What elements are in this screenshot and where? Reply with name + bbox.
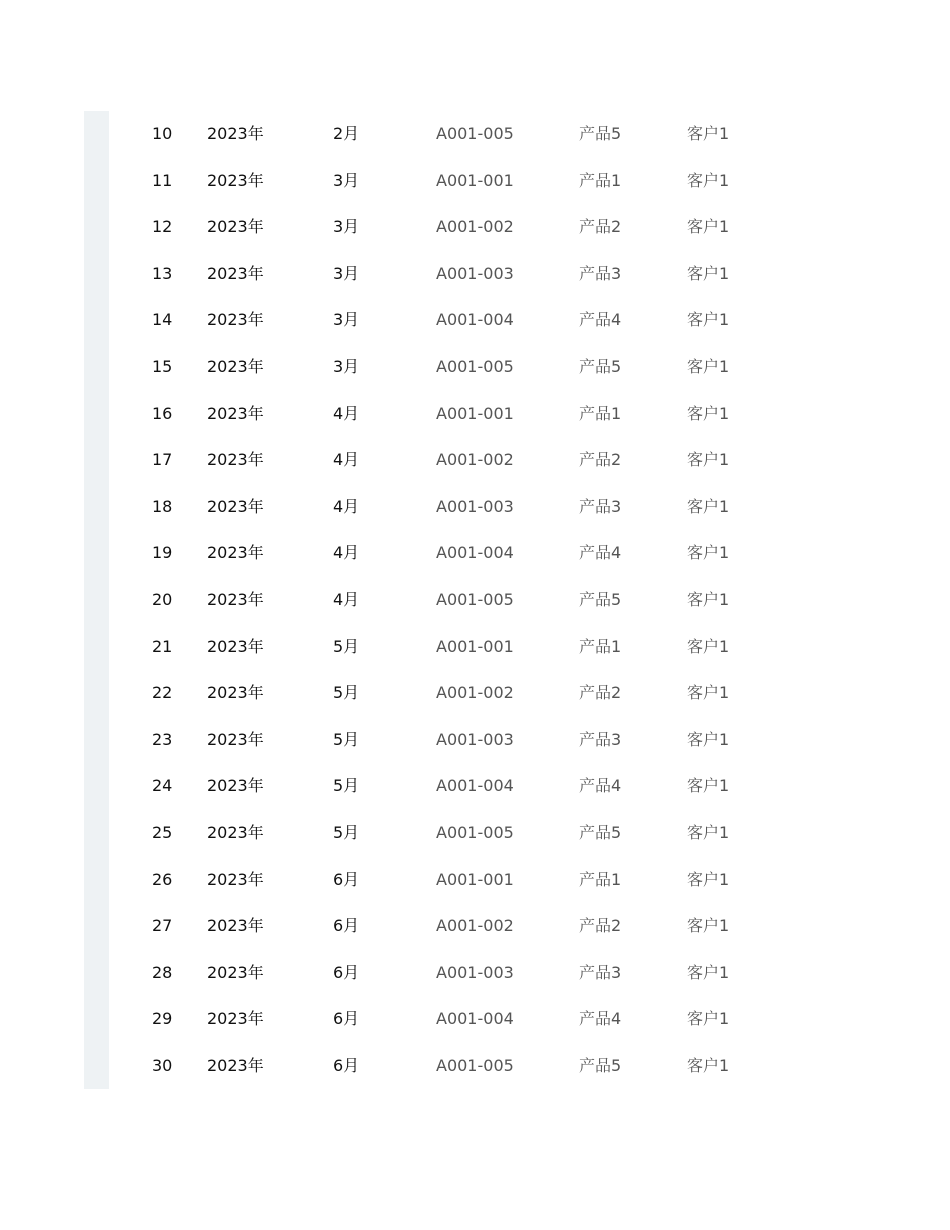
year-cell: 2023年 bbox=[207, 310, 264, 330]
product-code-cell: A001-003 bbox=[436, 496, 514, 516]
table-row bbox=[0, 577, 950, 624]
month-cell: 4月 bbox=[333, 450, 360, 470]
product-name-cell: 产品3 bbox=[579, 496, 622, 516]
year-cell: 2023年 bbox=[207, 124, 264, 143]
product-code-cell: A001-002 bbox=[436, 217, 514, 237]
row-number-cell: 25 bbox=[152, 822, 173, 842]
row-number-cell: 28 bbox=[152, 962, 173, 982]
product-name-cell: 产品5 bbox=[579, 356, 622, 376]
table-row bbox=[0, 297, 950, 344]
product-name-cell: 产品5 bbox=[579, 589, 622, 609]
customer-cell: 客户1 bbox=[687, 1009, 730, 1029]
year-cell: 2023年 bbox=[207, 263, 264, 283]
row-number-cell: 16 bbox=[152, 403, 173, 423]
table-row bbox=[0, 670, 950, 717]
row-number-cell: 17 bbox=[152, 450, 173, 470]
table-row bbox=[0, 111, 950, 158]
row-number-cell: 18 bbox=[152, 496, 173, 516]
row-number-cell: 20 bbox=[152, 589, 173, 609]
month-cell: 5月 bbox=[333, 822, 360, 842]
customer-cell: 客户1 bbox=[687, 683, 730, 703]
month-cell: 4月 bbox=[333, 543, 360, 563]
row-number-cell: 22 bbox=[152, 683, 173, 703]
customer-cell: 客户1 bbox=[687, 543, 730, 563]
product-name-cell: 产品2 bbox=[579, 916, 622, 936]
month-cell: 3月 bbox=[333, 356, 360, 376]
table-row bbox=[0, 950, 950, 997]
year-cell: 2023年 bbox=[207, 1055, 264, 1075]
customer-cell: 客户1 bbox=[687, 916, 730, 936]
table-row bbox=[0, 903, 950, 950]
table-row bbox=[0, 204, 950, 251]
customer-cell: 客户1 bbox=[687, 310, 730, 330]
row-number-cell: 24 bbox=[152, 776, 173, 796]
year-cell: 2023年 bbox=[207, 356, 264, 376]
product-name-cell: 产品4 bbox=[579, 776, 622, 796]
product-name-cell: 产品5 bbox=[579, 1055, 622, 1075]
customer-cell: 客户1 bbox=[687, 217, 730, 237]
month-cell: 3月 bbox=[333, 310, 360, 330]
year-cell: 2023年 bbox=[207, 776, 264, 796]
year-cell: 2023年 bbox=[207, 916, 264, 936]
row-number-cell: 14 bbox=[152, 310, 173, 330]
month-cell: 4月 bbox=[333, 403, 360, 423]
product-code-cell: A001-005 bbox=[436, 1055, 514, 1075]
product-name-cell: 产品3 bbox=[579, 962, 622, 982]
row-number-cell: 27 bbox=[152, 916, 173, 936]
table-row bbox=[0, 810, 950, 857]
product-name-cell: 产品1 bbox=[579, 869, 622, 889]
product-code-cell: A001-003 bbox=[436, 729, 514, 749]
product-code-cell: A001-004 bbox=[436, 543, 514, 563]
row-number-cell: 21 bbox=[152, 636, 173, 656]
product-name-cell: 产品5 bbox=[579, 124, 622, 143]
product-name-cell: 产品4 bbox=[579, 543, 622, 563]
row-number-cell: 10 bbox=[152, 124, 173, 143]
customer-cell: 客户1 bbox=[687, 450, 730, 470]
product-name-cell: 产品2 bbox=[579, 450, 622, 470]
product-code-cell: A001-005 bbox=[436, 589, 514, 609]
row-number-cell: 19 bbox=[152, 543, 173, 563]
month-cell: 3月 bbox=[333, 170, 360, 190]
customer-cell: 客户1 bbox=[687, 496, 730, 516]
product-name-cell: 产品4 bbox=[579, 310, 622, 330]
year-cell: 2023年 bbox=[207, 403, 264, 423]
month-cell: 6月 bbox=[333, 869, 360, 889]
month-cell: 2月 bbox=[333, 124, 360, 143]
product-name-cell: 产品2 bbox=[579, 683, 622, 703]
year-cell: 2023年 bbox=[207, 543, 264, 563]
product-name-cell: 产品3 bbox=[579, 729, 622, 749]
table-row bbox=[0, 996, 950, 1043]
year-cell: 2023年 bbox=[207, 496, 264, 516]
month-cell: 6月 bbox=[333, 916, 360, 936]
table-row bbox=[0, 1043, 950, 1090]
month-cell: 4月 bbox=[333, 589, 360, 609]
month-cell: 3月 bbox=[333, 263, 360, 283]
table-row bbox=[0, 857, 950, 904]
product-code-cell: A001-005 bbox=[436, 356, 514, 376]
customer-cell: 客户1 bbox=[687, 124, 730, 143]
data-table bbox=[0, 111, 950, 1089]
product-code-cell: A001-002 bbox=[436, 683, 514, 703]
product-code-cell: A001-003 bbox=[436, 962, 514, 982]
product-code-cell: A001-004 bbox=[436, 776, 514, 796]
row-number-cell: 29 bbox=[152, 1009, 173, 1029]
product-name-cell: 产品1 bbox=[579, 170, 622, 190]
table-row bbox=[0, 530, 950, 577]
product-name-cell: 产品1 bbox=[579, 636, 622, 656]
table-row bbox=[0, 344, 950, 391]
year-cell: 2023年 bbox=[207, 1009, 264, 1029]
row-number-cell: 23 bbox=[152, 729, 173, 749]
year-cell: 2023年 bbox=[207, 869, 264, 889]
row-number-cell: 12 bbox=[152, 217, 173, 237]
month-cell: 5月 bbox=[333, 776, 360, 796]
customer-cell: 客户1 bbox=[687, 356, 730, 376]
product-name-cell: 产品4 bbox=[579, 1009, 622, 1029]
month-cell: 6月 bbox=[333, 1055, 360, 1075]
month-cell: 5月 bbox=[333, 729, 360, 749]
customer-cell: 客户1 bbox=[687, 636, 730, 656]
year-cell: 2023年 bbox=[207, 822, 264, 842]
month-cell: 6月 bbox=[333, 1009, 360, 1029]
customer-cell: 客户1 bbox=[687, 589, 730, 609]
product-name-cell: 产品5 bbox=[579, 822, 622, 842]
customer-cell: 客户1 bbox=[687, 263, 730, 283]
month-cell: 5月 bbox=[333, 683, 360, 703]
table-row bbox=[0, 717, 950, 764]
month-cell: 5月 bbox=[333, 636, 360, 656]
product-code-cell: A001-004 bbox=[436, 1009, 514, 1029]
year-cell: 2023年 bbox=[207, 217, 264, 237]
product-code-cell: A001-001 bbox=[436, 869, 514, 889]
year-cell: 2023年 bbox=[207, 683, 264, 703]
year-cell: 2023年 bbox=[207, 729, 264, 749]
month-cell: 3月 bbox=[333, 217, 360, 237]
product-name-cell: 产品1 bbox=[579, 403, 622, 423]
product-code-cell: A001-001 bbox=[436, 636, 514, 656]
product-code-cell: A001-005 bbox=[436, 124, 514, 143]
table-row bbox=[0, 251, 950, 298]
row-number-cell: 15 bbox=[152, 356, 173, 376]
row-number-cell: 11 bbox=[152, 170, 173, 190]
month-cell: 6月 bbox=[333, 962, 360, 982]
table-row bbox=[0, 763, 950, 810]
year-cell: 2023年 bbox=[207, 589, 264, 609]
table-row bbox=[0, 391, 950, 438]
product-name-cell: 产品2 bbox=[579, 217, 622, 237]
customer-cell: 客户1 bbox=[687, 729, 730, 749]
table-row bbox=[0, 158, 950, 205]
table-row bbox=[0, 437, 950, 484]
table-row bbox=[0, 484, 950, 531]
customer-cell: 客户1 bbox=[687, 1055, 730, 1075]
row-number-cell: 30 bbox=[152, 1055, 173, 1075]
customer-cell: 客户1 bbox=[687, 170, 730, 190]
customer-cell: 客户1 bbox=[687, 869, 730, 889]
row-number-cell: 26 bbox=[152, 869, 173, 889]
product-name-cell: 产品3 bbox=[579, 263, 622, 283]
year-cell: 2023年 bbox=[207, 450, 264, 470]
year-cell: 2023年 bbox=[207, 962, 264, 982]
product-code-cell: A001-001 bbox=[436, 170, 514, 190]
product-code-cell: A001-001 bbox=[436, 403, 514, 423]
product-code-cell: A001-004 bbox=[436, 310, 514, 330]
product-code-cell: A001-005 bbox=[436, 822, 514, 842]
month-cell: 4月 bbox=[333, 496, 360, 516]
year-cell: 2023年 bbox=[207, 170, 264, 190]
customer-cell: 客户1 bbox=[687, 403, 730, 423]
product-code-cell: A001-002 bbox=[436, 450, 514, 470]
row-number-cell: 13 bbox=[152, 263, 173, 283]
product-code-cell: A001-002 bbox=[436, 916, 514, 936]
customer-cell: 客户1 bbox=[687, 776, 730, 796]
customer-cell: 客户1 bbox=[687, 822, 730, 842]
table-row bbox=[0, 624, 950, 671]
product-code-cell: A001-003 bbox=[436, 263, 514, 283]
customer-cell: 客户1 bbox=[687, 962, 730, 982]
year-cell: 2023年 bbox=[207, 636, 264, 656]
